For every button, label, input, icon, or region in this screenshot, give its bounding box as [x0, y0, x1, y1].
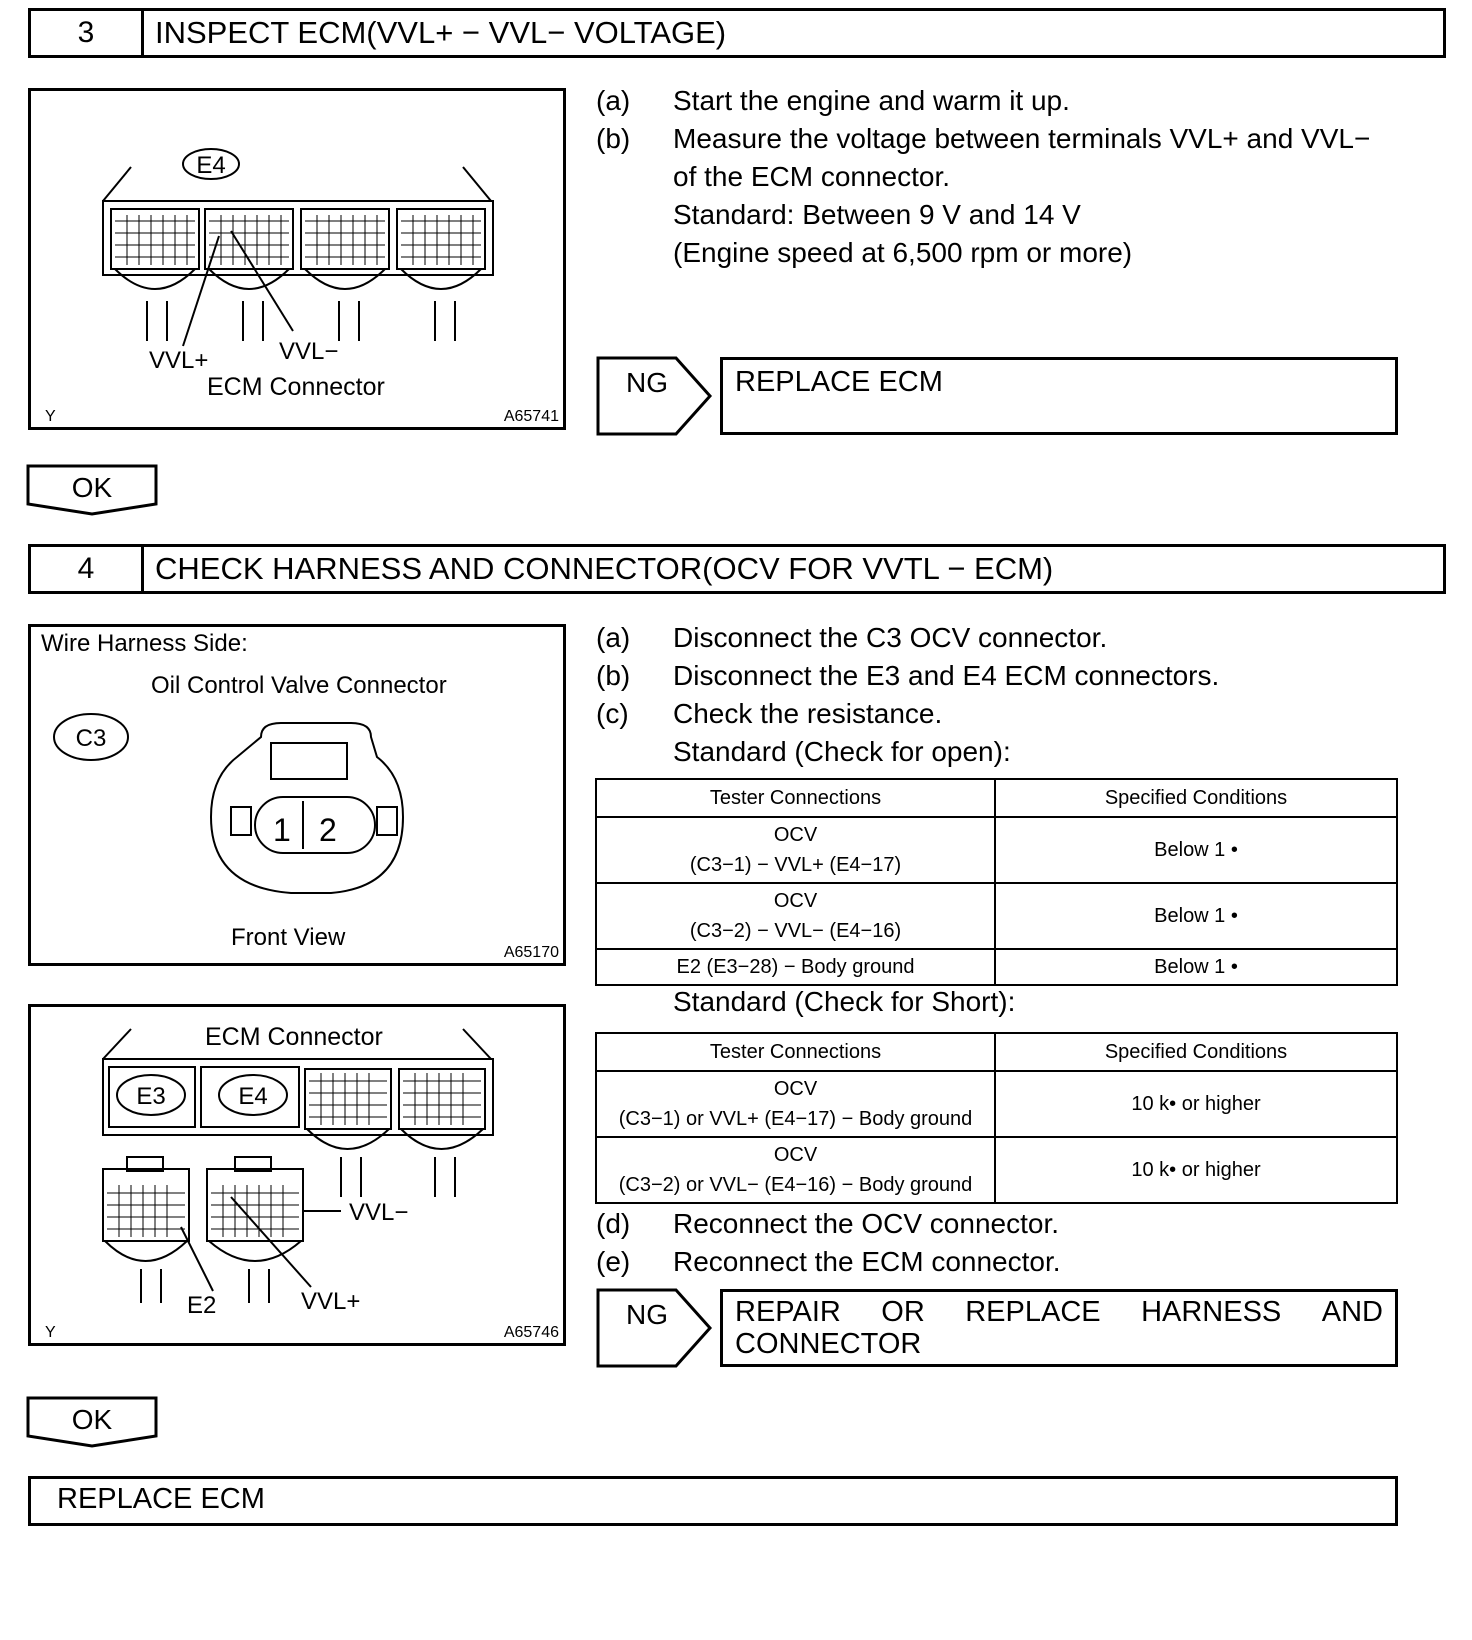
ng-action-line1	[735, 1296, 1383, 1328]
ok-label: OK	[71, 472, 113, 503]
instruction-text: of the ECM connector.	[673, 161, 951, 192]
ocv-connector-figure	[28, 624, 566, 966]
cell-line: OCV	[773, 1078, 818, 1100]
figure-title: Oil Control Valve Connector	[151, 672, 447, 699]
instruction-text: Disconnect the E3 and E4 ECM connectors.	[673, 660, 1220, 691]
connector-tag-c3: C3	[75, 725, 107, 752]
connector-tag-e4: E4	[196, 152, 226, 179]
pin-label-vvl-plus: VVL+	[301, 1288, 361, 1315]
figure-id: A65746	[503, 1324, 559, 1341]
pin-label-vvl-minus: VVL−	[349, 1199, 409, 1226]
cell-value: Below 1 •	[995, 883, 1397, 949]
ng-action-word: REPLACE	[965, 1296, 1101, 1328]
instruction-label: (b)	[596, 660, 631, 691]
ng-label: NG	[626, 1299, 668, 1330]
instruction-text: Measure the voltage between terminals VVL+ and VVL−	[673, 123, 1371, 154]
figure-id: A65741	[503, 408, 559, 425]
step4-header	[28, 544, 1446, 594]
ecm-connector-figure-2	[28, 1004, 566, 1346]
ecm-connector-illustration-2	[31, 1007, 569, 1349]
figure-caption: ECM Connector	[207, 373, 385, 401]
cell-value: Below 1 •	[995, 817, 1397, 883]
instruction-text: Standard: Between 9 V and 14 V	[673, 199, 1081, 230]
instruction-label: (b)	[596, 123, 631, 154]
table-header: Tester Connections	[596, 779, 995, 817]
instruction-text: Standard (Check for open):	[673, 736, 1011, 767]
cell-line: (C3−1) or VVL+ (E4−17) − Body ground	[618, 1108, 973, 1130]
instruction-text: Check the resistance.	[673, 698, 943, 729]
instruction-text: Start the engine and warm it up.	[673, 85, 1070, 116]
table-row	[596, 1137, 1397, 1203]
cell-line: OCV	[773, 1144, 818, 1166]
instruction-text: Reconnect the ECM connector.	[673, 1246, 1061, 1277]
pin-label-vvl-plus: VVL+	[149, 347, 209, 374]
ng-action-word: AND	[1321, 1296, 1383, 1328]
ng-label: NG	[626, 367, 668, 398]
instruction-text: Disconnect the C3 OCV connector.	[673, 622, 1108, 653]
table-row	[596, 883, 1397, 949]
ecm-connector-illustration	[31, 91, 569, 433]
ng-action-box-step4	[720, 1289, 1398, 1367]
cell-line: (C3−2) or VVL− (E4−16) − Body ground	[618, 1174, 973, 1196]
open-check-table	[595, 778, 1398, 986]
standard-short-heading: Standard (Check for Short):	[673, 986, 1016, 1017]
table-header: Specified Conditions	[995, 779, 1397, 817]
instruction-label: (e)	[596, 1246, 631, 1277]
cell-value: 10 k• or higher	[995, 1137, 1397, 1203]
table-row	[596, 817, 1397, 883]
final-action-box	[28, 1476, 1398, 1526]
instruction-label: (a)	[596, 622, 631, 653]
cell-value: 10 k• or higher	[995, 1071, 1397, 1137]
ok-label: OK	[71, 1404, 113, 1435]
table-row	[596, 1071, 1397, 1137]
corner-mark: Y	[45, 1324, 56, 1341]
instruction-label: (c)	[596, 698, 629, 729]
ecm-connector-figure	[28, 88, 566, 430]
final-action-text: REPLACE ECM	[57, 1483, 265, 1515]
cell-line: OCV	[773, 890, 818, 912]
step-number: 3	[31, 11, 144, 55]
connector-tag-e3: E3	[136, 1083, 166, 1110]
ok-arrow-step4	[26, 1396, 160, 1450]
pin-label-vvl-minus: VVL−	[279, 338, 339, 365]
table-row	[596, 949, 1397, 985]
cell-value: Below 1 •	[995, 949, 1397, 985]
ng-action-word: OR	[881, 1296, 925, 1328]
ng-action-text: REPLACE ECM	[735, 366, 943, 398]
table-header: Tester Connections	[596, 1033, 995, 1071]
pin-1-label: 1	[273, 812, 291, 848]
ng-action-word: REPAIR	[735, 1296, 841, 1328]
step-number: 4	[31, 547, 144, 591]
ng-action-line2: CONNECTOR	[735, 1328, 922, 1360]
ng-arrow-step4	[596, 1288, 718, 1370]
step-title: CHECK HARNESS AND CONNECTOR(OCV FOR VVTL − ECM)	[155, 551, 1054, 586]
ng-arrow-step3	[596, 356, 718, 438]
instruction-label: (a)	[596, 85, 631, 116]
ocv-connector-illustration	[31, 627, 569, 969]
front-view-label: Front View	[231, 924, 346, 951]
step-title: INSPECT ECM(VVL+ − VVL− VOLTAGE)	[155, 15, 727, 50]
ok-arrow-step3	[26, 464, 160, 518]
instruction-label: (d)	[596, 1208, 631, 1239]
cell-line: (C3−1) − VVL+ (E4−17)	[689, 854, 902, 876]
figure-title: ECM Connector	[205, 1023, 383, 1051]
step3-header	[28, 8, 1446, 58]
pin-2-label: 2	[319, 812, 337, 848]
figure-id: A65170	[503, 944, 559, 961]
pin-label-e2: E2	[187, 1292, 217, 1319]
ng-action-box-step3	[720, 357, 1398, 435]
connector-tag-e4: E4	[238, 1083, 268, 1110]
cell-line: (C3−2) − VVL− (E4−16)	[689, 920, 902, 942]
ng-action-word: HARNESS	[1141, 1296, 1282, 1328]
corner-mark: Y	[45, 408, 56, 425]
wire-harness-side-label: Wire Harness Side:	[41, 630, 248, 657]
short-check-table	[595, 1032, 1398, 1204]
cell-line: OCV	[773, 824, 818, 846]
instruction-text: (Engine speed at 6,500 rpm or more)	[673, 237, 1133, 268]
table-header: Specified Conditions	[995, 1033, 1397, 1071]
instruction-text: Reconnect the OCV connector.	[673, 1208, 1059, 1239]
cell-line: E2 (E3−28) − Body ground	[596, 949, 995, 985]
